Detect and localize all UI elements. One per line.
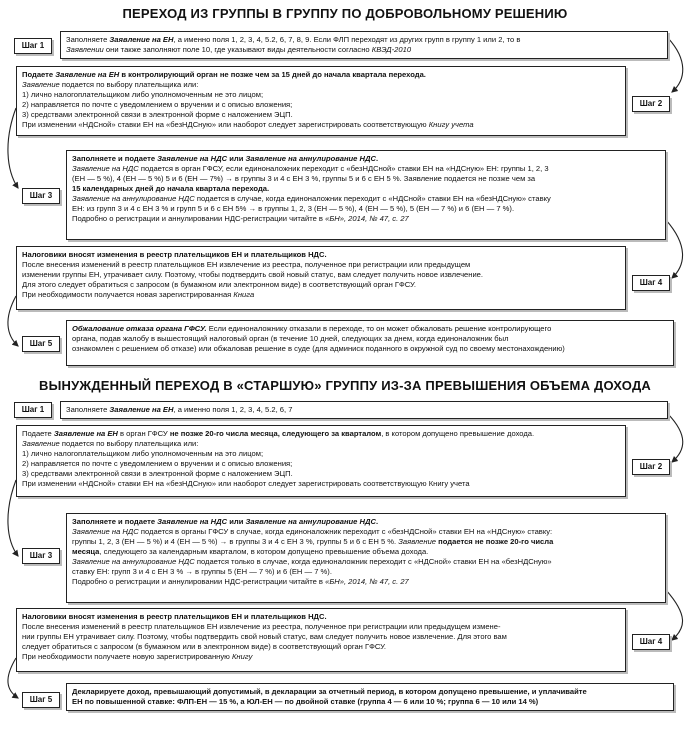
s2-step3-box [66, 513, 666, 603]
text-run: Заявление на ЕН [55, 70, 120, 79]
text-run: не позже 20-го числа месяца, следующего за кварталом [169, 429, 382, 438]
text-run: Обжалование отказа органа ГФСУ. [72, 324, 207, 333]
text-run: 2) направляется по почте с уведомлением о вручении и с описью вложения; [22, 100, 293, 109]
s2-step4-label: Шаг 4 [632, 634, 670, 650]
step-text-line [22, 612, 620, 622]
text-run: ставку ЕН: групп 3 и 4 с ЕН 3 % → в группы 5 (ЕН — 7 %) и 6 (ЕН — 7 %). [72, 567, 332, 576]
text-run: 1) лично налогоплательщиком либо уполномоченным на это лицом; [22, 449, 264, 458]
text-run: или [227, 154, 246, 163]
text-run: . [375, 517, 379, 526]
arrow-s1-1-2 [668, 38, 683, 92]
text-run: После внесения изменений в реестр плательщиков ЕН извлечение из реестра, полученное при регистрации или предыдущем измене- [22, 622, 501, 631]
text-run: Книга [233, 290, 255, 299]
text-run: подается не позже 20-го числа [436, 537, 554, 546]
text-run: Заявление на НДС [157, 517, 228, 526]
step-text-line [22, 270, 620, 280]
text-run: Заявление на НДС [157, 154, 228, 163]
text-run: Заявление на аннулирование НДС [245, 154, 376, 163]
step-text-line [22, 110, 620, 120]
text-run: Книгу учета [428, 120, 474, 129]
text-run: они также заполняют поле 10, где указывают виды деятельности согласно [103, 45, 372, 54]
text-run: Заявление [22, 439, 60, 448]
step-text-line [22, 250, 620, 260]
s1-step1-label: Шаг 1 [14, 38, 52, 54]
step-text-line [72, 164, 660, 174]
s1-step4-box [16, 246, 626, 310]
text-run: Заполняете [66, 35, 110, 44]
s2-step2-box [16, 425, 626, 497]
text-run: подается только в случае, когда единоналожник переходит с «НДСной» ставки ЕН на «безНДСную» [194, 557, 552, 566]
step-text-line [66, 35, 662, 45]
step-text-line [22, 80, 620, 90]
step-text-line [72, 154, 660, 164]
step-text-line [22, 90, 620, 100]
text-run: Заявление [22, 80, 60, 89]
step-text-line [72, 174, 660, 184]
s1-step2-label: Шаг 2 [632, 96, 670, 112]
text-run: Налоговики вносят изменения в реестр плательщиков ЕН и плательщиков НДС. [22, 612, 327, 621]
text-run: Заявлении [66, 45, 104, 54]
text-run: , следующего за календарным кварталом, в котором допущено превышение объема дохода. [99, 547, 429, 556]
step-text-line [72, 517, 660, 527]
section1-title: ПЕРЕХОД ИЗ ГРУППЫ В ГРУППУ ПО ДОБРОВОЛЬНОМУ РЕШЕНИЮ [122, 6, 568, 21]
text-run: в орган ГФСУ [117, 429, 170, 438]
step-text-line [22, 290, 620, 300]
text-run: Заявление на НДС [72, 527, 139, 536]
text-run: Налоговики вносят изменения в реестр плательщиков ЕН и плательщиков НДС. [22, 250, 327, 259]
s2-step2-label: Шаг 2 [632, 459, 670, 475]
step-text-line [22, 120, 620, 130]
step-text-line [72, 537, 660, 547]
s2-step1-box [60, 401, 668, 419]
step-text-line [72, 687, 668, 697]
text-run: Заполняете и подаете [72, 517, 158, 526]
text-run: При необходимости получается новая зарегистрированная [22, 290, 234, 299]
text-run: подается в случае, когда единоналожник переходит с «НДСной» ставки ЕН на «безНДСную» ставку [194, 194, 551, 203]
text-run: После внесения изменений в реестр плательщиков ЕН извлечение из реестра, полученное при регистрации или предыдущем [22, 260, 471, 269]
s2-step5-box [66, 683, 674, 711]
step-text-line [66, 405, 662, 415]
text-run: группы 1, 2, 3 (ЕН — 5 %) и 4 (ЕН — 5 %) → в группы 3 и 4 с ЕН 3 %, группы 5 и 6 с ЕН 5 %. [72, 537, 399, 546]
step-text-line [72, 577, 660, 587]
s2-step1-label: Шаг 1 [14, 402, 52, 418]
text-run: «БН», 2014, № 47, с. 27 [325, 577, 409, 586]
step-text-line [22, 449, 620, 459]
step-text-line [72, 344, 668, 354]
text-run: Заявление на аннулирование НДС [245, 517, 376, 526]
step-text-line [22, 70, 620, 80]
text-run: Декларируете доход, превышающий допустимый, в декларации за отчетный период, в котором допущено превышение, и уплачивайте [72, 687, 587, 696]
step-text-line [22, 479, 620, 489]
text-run: При изменении «НДСной» ставки ЕН на «безНДСную» или наоборот следует зарегистрировать соответствующую [22, 120, 429, 129]
s1-step3-label: Шаг 3 [22, 188, 60, 204]
s1-step4-label: Шаг 4 [632, 275, 670, 291]
step-text-line [66, 45, 662, 55]
text-run: При изменении «НДСной» ставки ЕН на «безНДСную» или наоборот следует зарегистрировать соответствующую Книгу учета [22, 479, 470, 488]
s2-step3-label: Шаг 3 [22, 548, 60, 564]
text-run: Книгу [231, 652, 253, 661]
step-text-line [22, 642, 620, 652]
text-run: , а именно поля 1, 2, 3, 4, 5.2, 6, 7, 8, 9. Если ФЛП переходят из других групп в группу 1 или 2, то в [173, 35, 521, 44]
step-text-line [72, 324, 668, 334]
text-run: , в котором допущено превышение дохода. [381, 429, 535, 438]
text-run: Подробно о регистрации и аннулировании НДС-регистрации читайте в [72, 214, 326, 223]
text-run: 3) средствами электронной связи в электронной форме с наложением ЭЦП. [22, 110, 293, 119]
step-text-line [22, 260, 620, 270]
text-run: следует обратиться с запросом (в бумажном или в электронном виде) в соответствующий орган ГФСУ. [22, 642, 387, 651]
step-text-line [22, 439, 620, 449]
text-run: Заявление на ЕН [53, 429, 118, 438]
arrow-s2-1-2 [668, 414, 683, 462]
text-run: 1) лично налогоплательщиком либо уполномоченным не это лицом; [22, 90, 264, 99]
s2-step5-label: Шаг 5 [22, 692, 60, 708]
text-run: Если единоналожнику отказали в переходе, то он может обжаловать решение контролирующего [206, 324, 552, 333]
text-run: нии группы ЕН утрачивает силу. Поэтому, чтобы подтвердить свой новый статус, вам следует получить новое извлечение. Для этого вам [22, 632, 507, 641]
text-run: Заявление на ЕН [109, 405, 174, 414]
text-run: . [375, 154, 379, 163]
step-text-line [72, 184, 660, 194]
text-run: Для этого следует обратиться с запросом (в бумажном или электронном виде) в соответствующий орган ГФСУ. [22, 280, 416, 289]
text-run: Заполняете и подаете [72, 154, 158, 163]
text-run: Заявление на НДС [72, 164, 139, 173]
step-text-line [72, 194, 660, 204]
text-run: Заявление на аннулирование НДС [72, 557, 195, 566]
text-run: подается в органы ГФСУ в случае, когда единоналожник переходит с «безНДСной» ставки ЕН на «НДСную» ставку: [138, 527, 553, 536]
text-run: подается в орган ГФСУ, если единоналожник переходит с «безНДСной» ставки ЕН на «НДСную» ЕН: группы 1, 2, 3 [138, 164, 549, 173]
text-run: КВЭД-2010 [371, 45, 412, 54]
text-run: , а именно поля 1, 2, 3, 4, 5.2, 6, 7 [173, 405, 293, 414]
s2-step4-box [16, 608, 626, 672]
text-run: 3) средствами электронной связи в электронной форме с наложением ЭЦП. [22, 469, 293, 478]
text-run: в контролирующий орган не позже чем за 15 дней до начала квартала перехода. [119, 70, 426, 79]
arrow-s1-3-4 [666, 220, 683, 278]
text-run: Заявление на ЕН [109, 35, 174, 44]
step-text-line [72, 527, 660, 537]
text-run: подается по выбору плательщика или: [59, 80, 199, 89]
step-text-line [72, 204, 660, 214]
step-text-line [72, 334, 668, 344]
step-text-line [22, 652, 620, 662]
text-run: ознакомлен с решением об отказе) или обжаловав решение в суде (для админиск поданного в окружной суд по своему местонахождению) [72, 344, 565, 353]
text-run: или [227, 517, 246, 526]
step-text-line [72, 214, 660, 224]
text-run: ЕН по повышенной ставке: ФЛП-ЕН — 15 %, а ЮЛ-ЕН — по двойной ставке (группа 4 — 6 или 10 %; группа 6 — 10 или 14 %) [72, 697, 539, 706]
step-text-line [72, 697, 668, 707]
text-run: Заявление на аннулирование НДС [72, 194, 195, 203]
step-text-line [72, 547, 660, 557]
step-text-line [72, 557, 660, 567]
arrow-s2-3-4 [666, 590, 683, 640]
step-text-line [22, 622, 620, 632]
text-run: (ЕН — 5 %), 4 (ЕН — 5 %) 5 и 6 (ЕН — 7%) → в группы 3 и 4 с ЕН 3 %, группы 5 и 6 с ЕН 5 %. Заявление подается не позже чем за [72, 174, 536, 183]
s1-step2-box [16, 66, 626, 136]
text-run: органа, подав жалобу в вышестоящий налоговый орган (в течение 10 дней, следующих за днем, когда единоналожник был [72, 334, 509, 343]
s1-step5-box [66, 320, 674, 366]
step-text-line [22, 459, 620, 469]
text-run: подается по выбору плательщика или: [59, 439, 199, 448]
step-text-line [22, 280, 620, 290]
text-run: 15 календарных дней до начала квартала перехода. [72, 184, 270, 193]
text-run: Подаете [22, 429, 54, 438]
s1-step3-box [66, 150, 666, 240]
step-text-line [22, 429, 620, 439]
step-text-line [72, 567, 660, 577]
text-run: Подаете [22, 70, 56, 79]
text-run: изменении группы ЕН, утрачивает силу. Поэтому, чтобы подтвердить свой новый статус, вам следует получить новое извлечение. [22, 270, 484, 279]
text-run: «БН», 2014, № 47, с. 27 [325, 214, 409, 223]
text-run: ЕН: из групп 3 и 4 с ЕН 3 % и групп 5 и 6 с ЕН 5% → в группы 1, 2, 3 (ЕН — 5 %), 4 (ЕН — 5 %), 5 (ЕН — 7 %) и 6 (ЕН — 7 %). [72, 204, 515, 213]
section2-title: ВЫНУЖДЕННЫЙ ПЕРЕХОД В «СТАРШУЮ» ГРУППУ ИЗ-ЗА ПРЕВЫШЕНИЯ ОБЪЕМА ДОХОДА [38, 378, 651, 393]
step-text-line [22, 100, 620, 110]
step-text-line [22, 469, 620, 479]
s1-step5-label: Шаг 5 [22, 336, 60, 352]
text-run: При необходимости получаете новую зарегистрированную [22, 652, 232, 661]
text-run: Заявление [398, 537, 437, 546]
s1-step1-box [60, 31, 668, 59]
text-run: месяца [72, 547, 100, 556]
text-run: Заполняете [66, 405, 110, 414]
text-run: 2) направляется по почте с уведомлением о вручении и с описью вложения; [22, 459, 293, 468]
text-run: Подробно о регистрации и аннулировании НДС-регистрации читайте в [72, 577, 326, 586]
step-text-line [22, 632, 620, 642]
